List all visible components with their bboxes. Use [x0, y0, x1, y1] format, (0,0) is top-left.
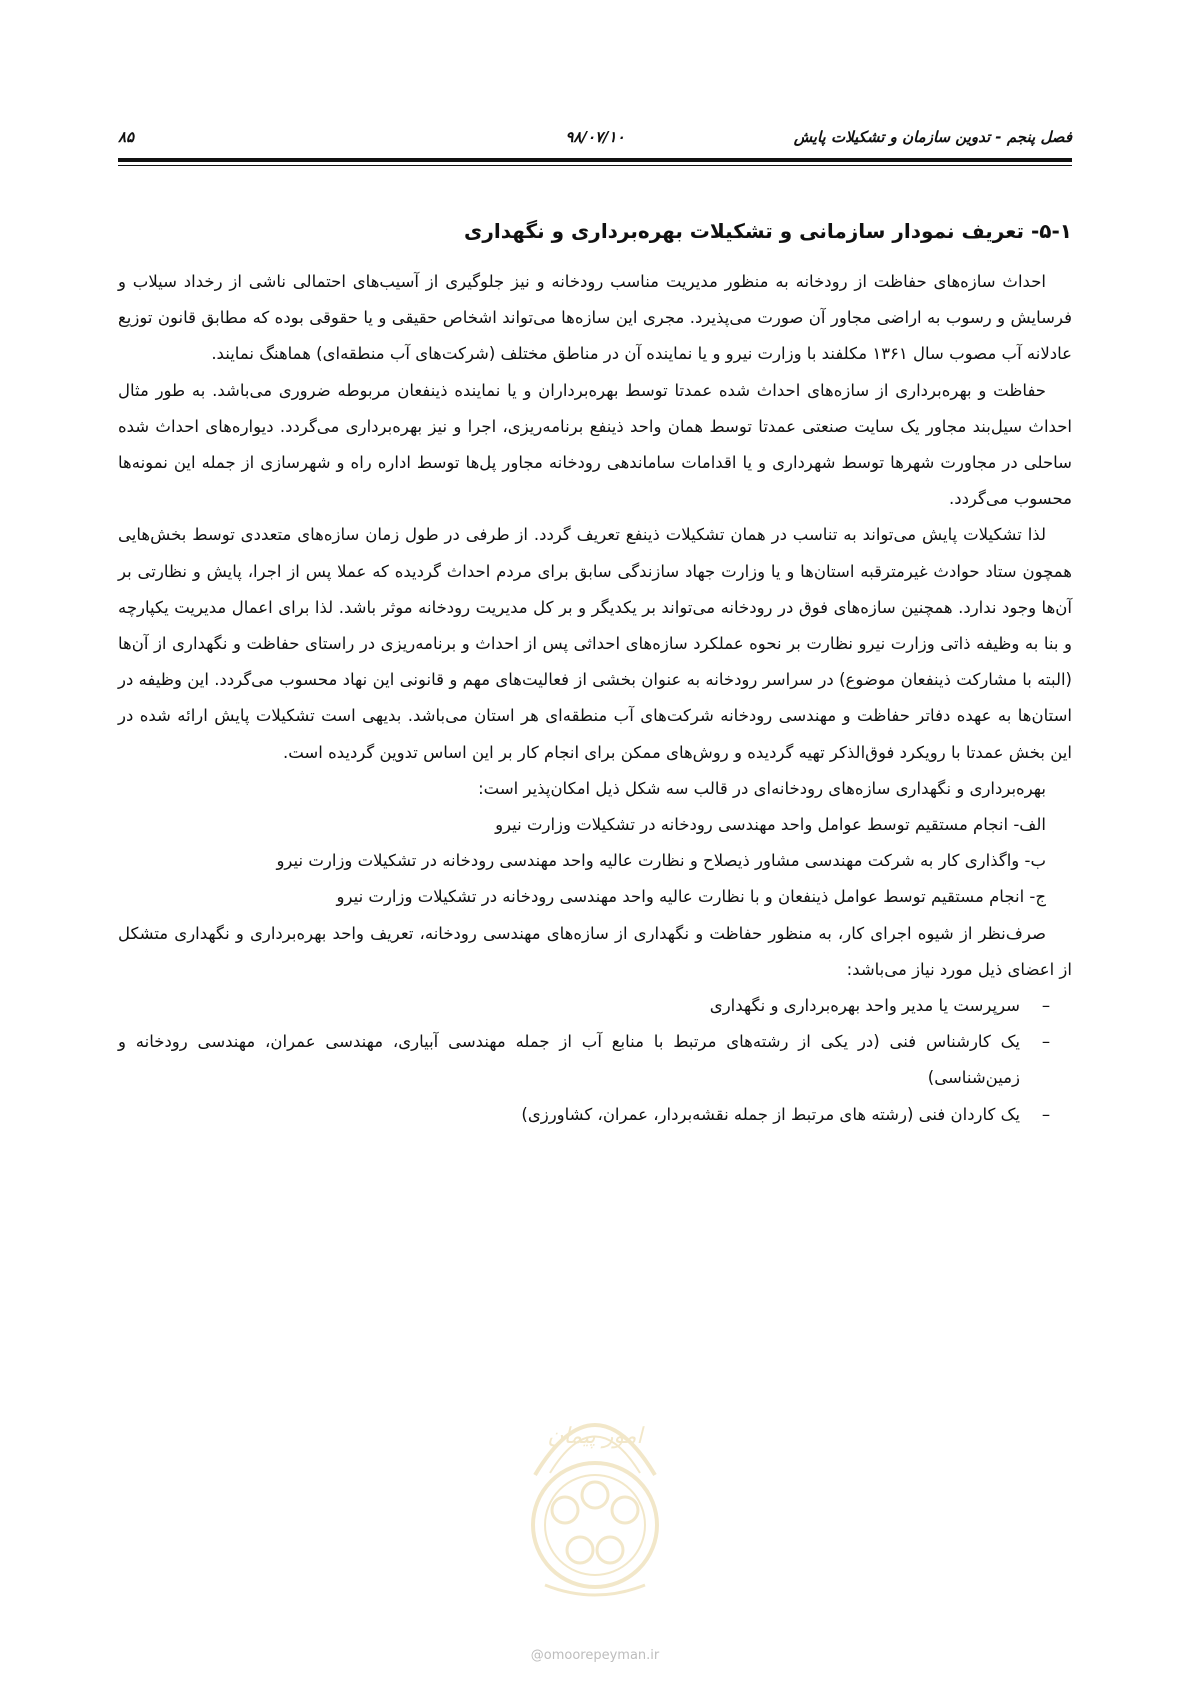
- form-item-be: ب- واگذاری کار به شرکت مهندسی مشاور ذیصلاح و نظارت عالیه واحد مهندسی رودخانه در تشکیلات وزارت نیرو: [276, 851, 1046, 871]
- list-item-text: یک کاردان فنی (رشته های مرتبط از جمله نقشه‌بردار، عمران، کشاورزی): [521, 1104, 1020, 1124]
- paragraph: احداث سازه‌های حفاظت از رودخانه به منظور مدیریت مناسب رودخانه و نیز جلوگیری از آسیب‌های احتمالی ناشی از رخداد سیلاب و فرسایش و رسوب به اراضی مجاور آن صورت می‌پذیرد. مجری این سازه‌ها می‌تواند اشخاص حقیقی و یا حقوقی بوده که مطابق قانون توزیع عادلانه آب مصوب سال ۱۳۶۱ مکلفند با وزارت نیرو و یا نماینده آن در مناطق مختلف (شرکت‌های آب منطقه‌ای) هماهنگ نمایند.: [118, 272, 1072, 364]
- bullet-dash: –: [1041, 1104, 1051, 1124]
- forms-intro: بهره‌برداری و نگهداری سازه‌های رودخانه‌ای در قالب سه شکل ذیل امکان‌پذیر است:: [478, 778, 1046, 798]
- bullet-dash: –: [1041, 1032, 1051, 1052]
- header-rule-thin: [118, 165, 1072, 166]
- page-header: [118, 128, 1072, 154]
- seal-watermark-icon: [505, 1355, 685, 1605]
- section-heading: ۵-۱- تعریف نمودار سازمانی و تشکیلات بهره‌برداری و نگهداری: [464, 219, 1072, 243]
- closing-paragraph: صرف‌نظر از شیوه اجرای کار، به منظور حفاظت و نگهداری از سازه‌های مهندسی رودخانه، تعریف واحد بهره‌برداری و نگهداری متشکل از اعضای ذیل مورد نیاز می‌باشد:: [118, 923, 1072, 979]
- list-item: [118, 988, 1072, 1024]
- form-item-alef: الف- انجام مستقیم توسط عوامل واحد مهندسی رودخانه در تشکیلات وزارت نیرو: [495, 815, 1046, 835]
- watermark-url: @omoorepeyman.ir: [530, 1648, 660, 1663]
- list-item: [118, 1097, 1072, 1133]
- header-rule-thick: [118, 158, 1072, 162]
- page-number: ۸۵: [118, 128, 135, 146]
- form-item-jim: ج- انجام مستقیم توسط عوامل ذینفعان و با نظارت عالیه واحد مهندسی رودخانه در تشکیلات وزارت نیرو: [336, 887, 1046, 907]
- paragraph: لذا تشکیلات پایش می‌تواند به تناسب در همان تشکیلات ذینفع تعریف گردد. از طرفی در طول زمان سازه‌های متعددی توسط بخش‌هایی همچون ستاد حوادث غیرمترقبه استان‌ها و یا وزارت جهاد سازندگی سابق برای مردم احداث گردیده که عملا پس از اجرا، پایش و نظارتی بر آن‌ها وجود ندارد. همچنین سازه‌های فوق در رودخانه می‌تواند بر یکدیگر و بر کل مدیریت رودخانه موثر باشد. لذا برای اعمال مدیریت یکپارچه و بنا به وظیفه ذاتی وزارت نیرو نظارت بر نحوه عملکرد سازه‌های احداثی پس از احداث و برنامه‌ریزی در راستای حفاظت و نگهداری از آن‌ها (البته با مشارکت ذینفعان موضوع) در سراسر رودخانه به عنوان بخشی از فعالیت‌های مهم و قانونی این نهاد محسوب می‌گردد. این وظیفه در استان‌ها به عهده دفاتر حفاظت و مهندسی رودخانه شرکت‌های آب منطقه‌ای هر استان می‌باشد. بدیهی است تشکیلات پایش ارائه شده در این بخش عمدتا با رویکرد فوق‌الذکر تهیه گردیده و روش‌های ممکن برای انجام کار بر این اساس تدوین گردیده است.: [118, 525, 1072, 762]
- bullet-dash: –: [1041, 996, 1051, 1016]
- list-item-text: سرپرست یا مدیر واحد بهره‌برداری و نگهداری: [709, 996, 1020, 1016]
- list-item-text: یک کارشناس فنی (در یکی از رشته‌های مرتبط با منابع آب از جمله مهندسی آبیاری، مهندسی عمران، مهندسی رودخانه و زمین‌شناسی): [118, 1032, 1020, 1088]
- list-item: [118, 1024, 1072, 1096]
- header-date: ۹۸/۰۷/۱۰: [565, 128, 625, 146]
- paragraph: حفاظت و بهره‌برداری از سازه‌های احداث شده عمدتا توسط بهره‌برداران و یا نماینده ذینفعان مربوطه ضروری می‌باشد. به طور مثال احداث سیل‌بند مجاور یک سایت صنعتی عمدتا توسط همان واحد ذینفع برنامه‌ریزی، اجرا و نیز بهره‌برداری می‌گردد. دیواره‌های احداث شده ساحلی در مجاورت شهرها توسط شهرداری و یا اقدامات ساماندهی رودخانه مجاور پل‌ها توسط اداره راه و شهرسازی از جمله این نمونه‌ها محسوب می‌گردد.: [118, 380, 1072, 509]
- chapter-title: فصل پنجم - تدوین سازمان و تشکیلات پایش: [793, 128, 1072, 146]
- seal-text: امور پیمان: [547, 1424, 643, 1449]
- main-content: [118, 216, 1072, 1133]
